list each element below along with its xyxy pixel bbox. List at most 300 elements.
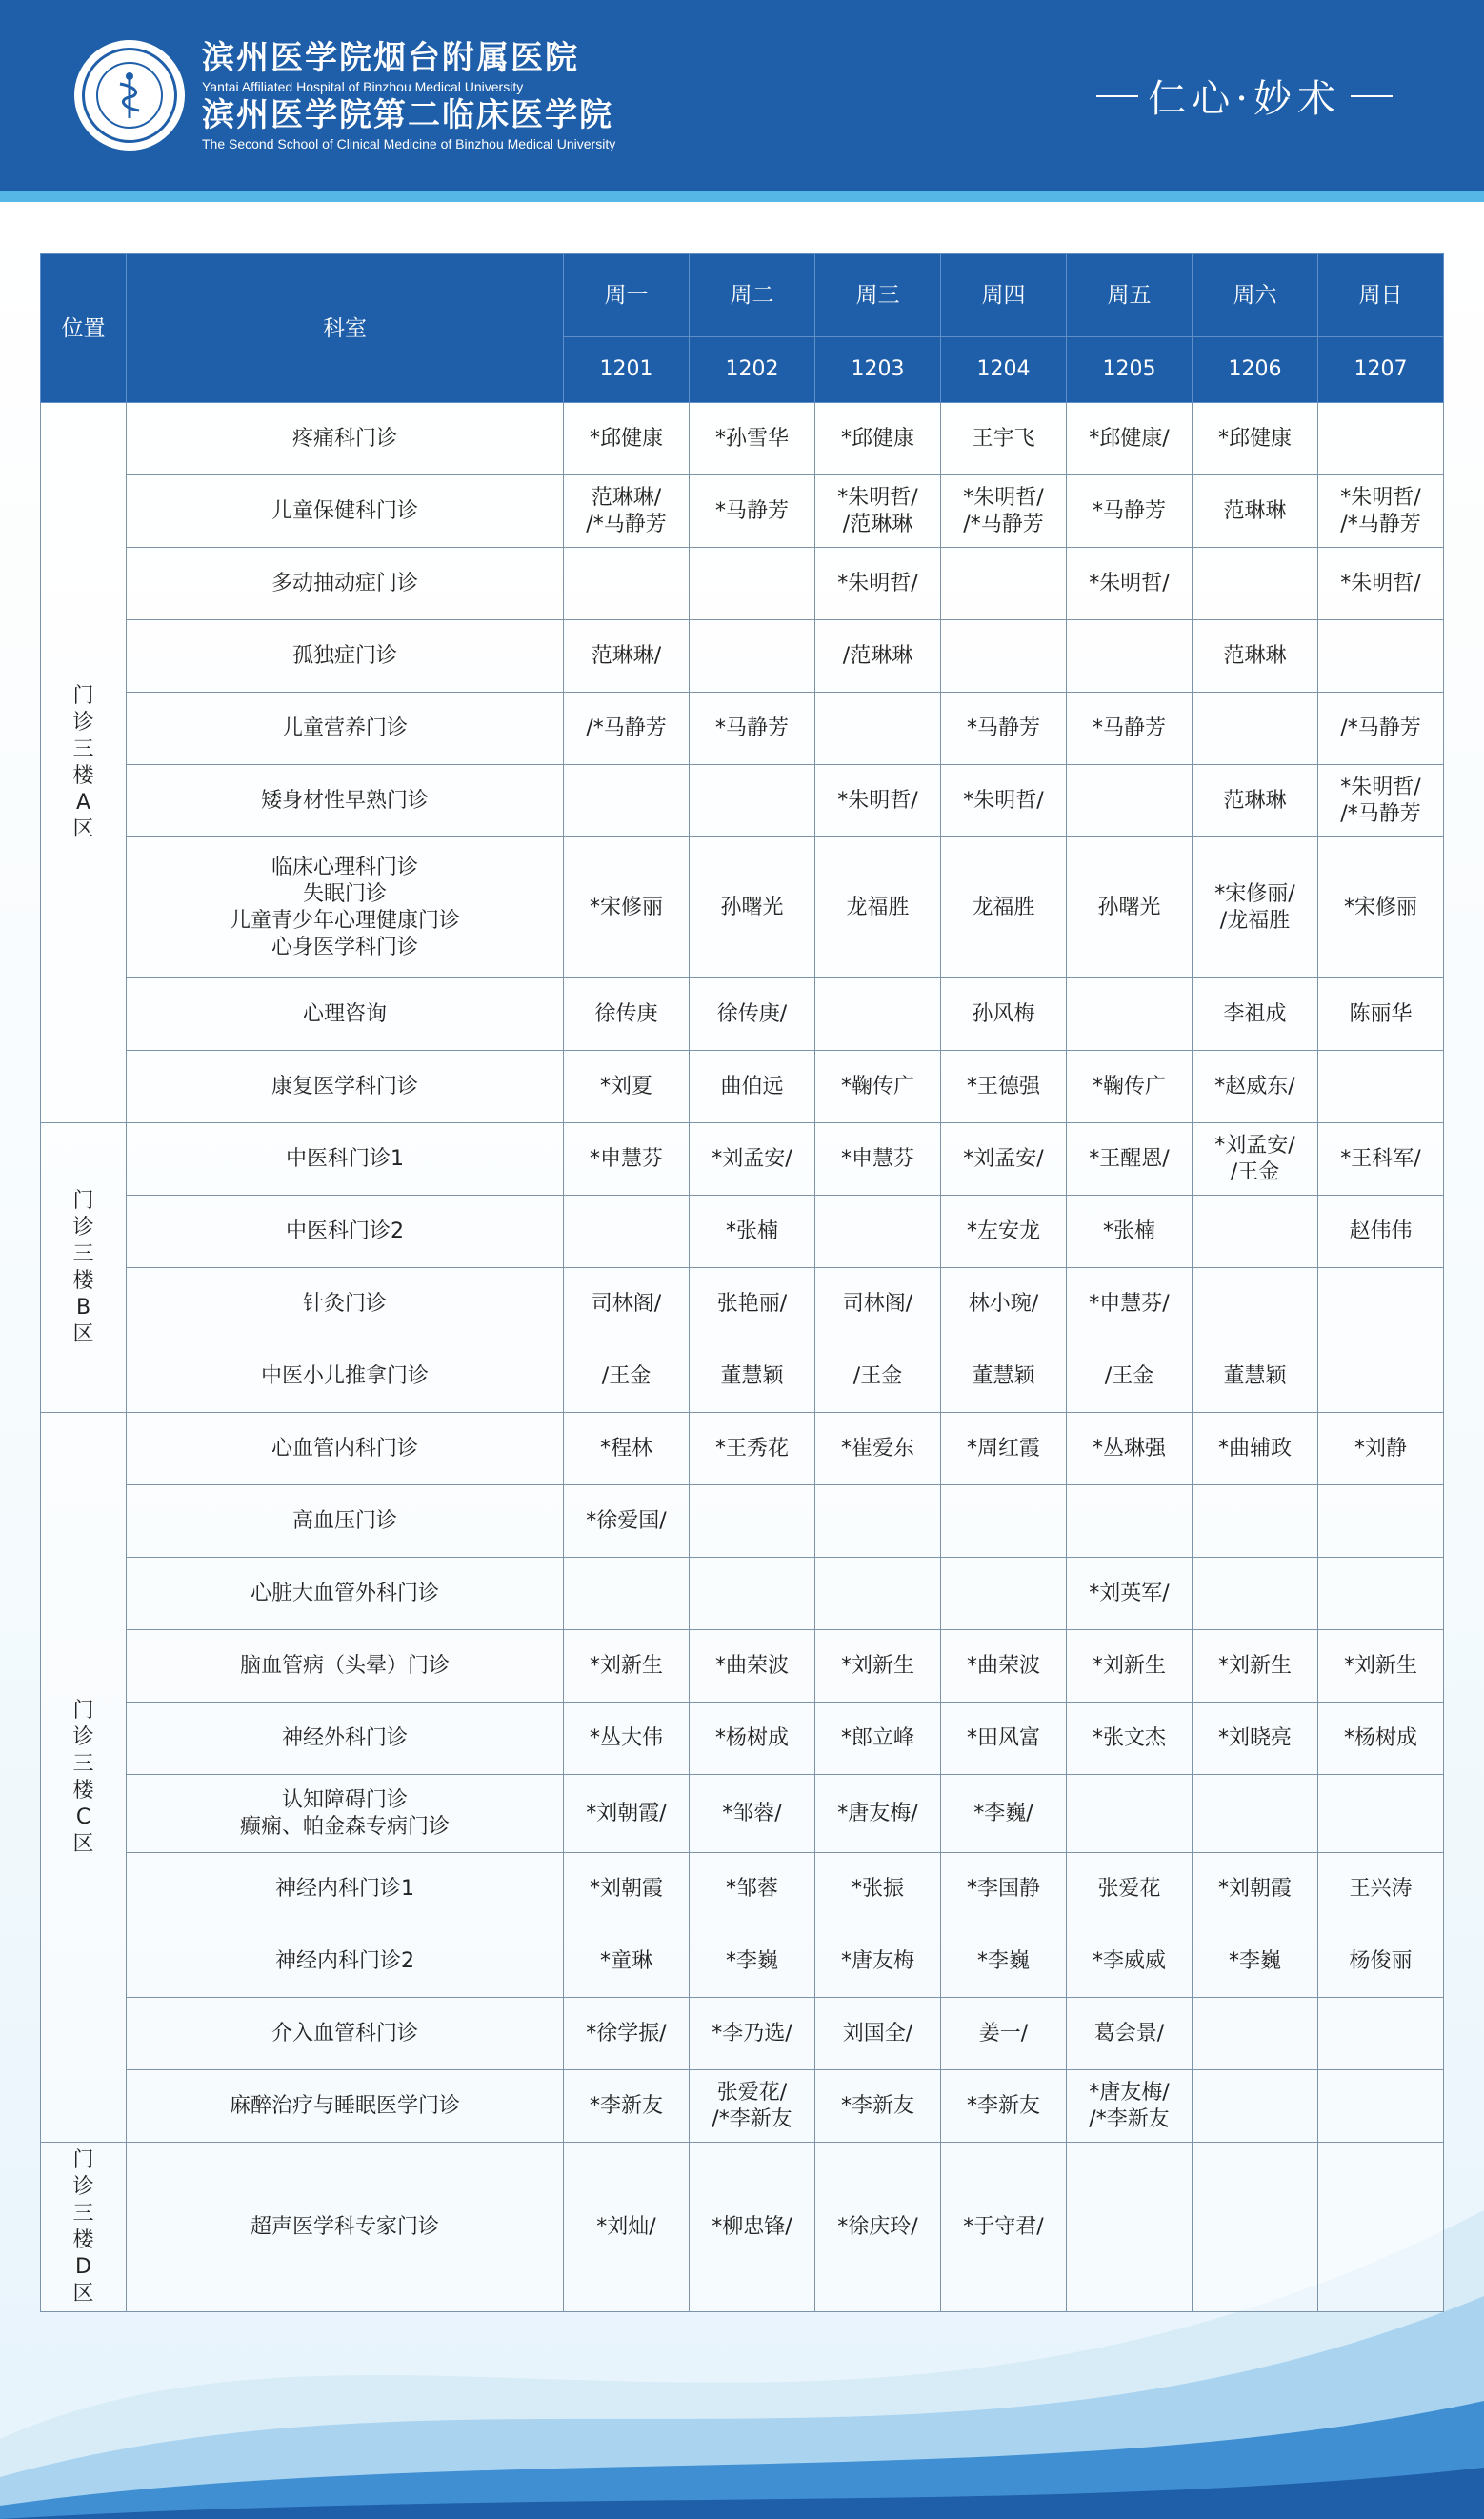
location-cell <box>41 1413 127 2143</box>
doctor-cell <box>1318 1196 1444 1268</box>
department-name: 癫痫、帕金森专病门诊 <box>239 1814 450 1839</box>
department-name: 心血管内科门诊 <box>271 1436 418 1461</box>
doctor-cell <box>815 1485 941 1558</box>
doctor-name: 曲伯远 <box>720 1074 784 1098</box>
doctor-cell <box>690 1485 815 1558</box>
header-room-fri: 1205 <box>1067 337 1193 403</box>
doctor-name: *刘晓亮 <box>1217 1725 1292 1750</box>
location-char: 三 <box>72 736 94 761</box>
doctor-cell <box>1067 620 1193 693</box>
doctor-cell <box>1318 475 1444 548</box>
department-cell <box>127 1485 564 1558</box>
doctor-cell <box>1193 1998 1318 2070</box>
doctor-cell <box>1193 765 1318 837</box>
slogan-text: 仁心·妙术 <box>1148 77 1341 121</box>
doctor-name: /*马静芳 <box>963 512 1044 536</box>
doctor-name: *王德强 <box>966 1074 1040 1098</box>
doctor-cell <box>1318 1853 1444 1925</box>
doctor-name: *邹蓉/ <box>722 1801 782 1825</box>
location-char: 楼 <box>72 2227 94 2252</box>
location-char: 门 <box>72 1698 94 1723</box>
slogan-dash-right <box>1351 95 1393 97</box>
doctor-name: 杨俊丽 <box>1349 1948 1413 1973</box>
doctor-cell <box>1193 1196 1318 1268</box>
doctor-name: 张爱花 <box>1097 1876 1161 1901</box>
doctor-cell <box>815 837 941 978</box>
header-day-thu: 周四 <box>941 254 1067 337</box>
table-row <box>41 1775 1444 1853</box>
doctor-name: *邹蓉 <box>725 1876 778 1901</box>
doctor-cell <box>1318 1630 1444 1703</box>
doctor-cell <box>815 1340 941 1413</box>
doctor-name: *李乃选/ <box>712 2021 792 2045</box>
doctor-cell <box>941 1268 1067 1340</box>
doctor-cell <box>1318 1485 1444 1558</box>
school-name-en: The Second School of Clinical Medicine of Binzhou Medical University <box>202 136 616 151</box>
department-cell <box>127 1340 564 1413</box>
department-name: 介入血管科门诊 <box>271 2021 418 2045</box>
doctor-name: /范琳琳 <box>842 643 913 668</box>
doctor-cell <box>564 1558 690 1630</box>
doctor-cell <box>690 693 815 765</box>
department-cell <box>127 1775 564 1853</box>
doctor-name: *刘朝霞 <box>1217 1876 1292 1901</box>
doctor-cell <box>941 1196 1067 1268</box>
doctor-cell <box>690 2070 815 2143</box>
doctor-name: 张爱花/ <box>716 2080 788 2105</box>
doctor-name: *马静芳 <box>966 715 1040 740</box>
doctor-name: 孙风梅 <box>972 1001 1035 1026</box>
doctor-cell <box>690 403 815 475</box>
doctor-cell <box>815 978 941 1051</box>
location-char: 楼 <box>72 1778 94 1803</box>
doctor-cell <box>1318 1051 1444 1123</box>
location-cell <box>41 2143 127 2312</box>
location-char: 区 <box>72 816 94 841</box>
doctor-name: *鞠传广 <box>840 1074 914 1098</box>
doctor-cell <box>815 1413 941 1485</box>
location-char: 区 <box>72 1831 94 1856</box>
doctor-name: *刘新生 <box>840 1653 914 1678</box>
doctor-cell <box>941 1051 1067 1123</box>
doctor-cell <box>1067 1123 1193 1196</box>
doctor-name: *李新友 <box>840 2093 914 2118</box>
doctor-name: 董慧颖 <box>1223 1363 1287 1388</box>
doctor-name: *朱明哲/ <box>963 788 1044 813</box>
location-char: 区 <box>72 1321 94 1346</box>
doctor-cell <box>815 620 941 693</box>
department-cell <box>127 2070 564 2143</box>
doctor-cell <box>564 2143 690 2312</box>
doctor-name: *刘灿/ <box>596 2214 656 2239</box>
doctor-cell <box>941 1123 1067 1196</box>
doctor-cell <box>1318 1925 1444 1998</box>
doctor-name: *李新友 <box>966 2093 1040 2118</box>
department-name: 高血压门诊 <box>291 1508 397 1533</box>
doctor-name: *唐友梅 <box>840 1948 914 1973</box>
header-day-sat: 周六 <box>1193 254 1318 337</box>
department-cell <box>127 693 564 765</box>
doctor-cell <box>690 1123 815 1196</box>
header-department: 科室 <box>127 254 564 403</box>
doctor-cell <box>1067 1998 1193 2070</box>
doctor-cell <box>1318 1413 1444 1485</box>
doctor-cell <box>815 403 941 475</box>
doctor-cell <box>1067 1775 1193 1853</box>
header-day-mon: 周一 <box>564 254 690 337</box>
doctor-name: *于守君/ <box>963 2214 1044 2239</box>
hospital-name-cn: 滨州医学院烟台附属医院 <box>202 39 579 77</box>
doctor-cell <box>815 1558 941 1630</box>
doctor-name: *刘朝霞/ <box>586 1801 667 1825</box>
doctor-cell <box>564 978 690 1051</box>
doctor-name: 张艳丽/ <box>716 1291 788 1316</box>
doctor-name: 范琳琳/ <box>591 643 662 668</box>
doctor-cell <box>815 1051 941 1123</box>
doctor-cell <box>1067 548 1193 620</box>
doctor-cell <box>815 1630 941 1703</box>
doctor-cell <box>1067 1925 1193 1998</box>
doctor-cell <box>1067 837 1193 978</box>
table-body <box>41 403 1444 2312</box>
table-header <box>41 254 1444 403</box>
doctor-cell <box>564 1196 690 1268</box>
doctor-name: *马静芳 <box>1092 715 1166 740</box>
doctor-name: *李巍 <box>725 1948 778 1973</box>
doctor-name: 孙曙光 <box>720 895 784 919</box>
doctor-name: *宋修丽/ <box>1214 881 1295 906</box>
doctor-name: *李威威 <box>1092 1948 1166 1973</box>
doctor-name: *周红霞 <box>966 1436 1040 1461</box>
doctor-cell <box>1067 1340 1193 1413</box>
department-cell <box>127 978 564 1051</box>
department-cell <box>127 1703 564 1775</box>
doctor-cell <box>1067 1703 1193 1775</box>
department-cell <box>127 2143 564 2312</box>
doctor-name: *邱健康 <box>840 426 914 451</box>
doctor-name: /王金 <box>1104 1363 1154 1388</box>
doctor-cell <box>1067 1630 1193 1703</box>
department-name: 孤独症门诊 <box>291 643 397 668</box>
location-cell <box>41 403 127 1123</box>
department-name: 中医小儿推拿门诊 <box>260 1363 429 1388</box>
table-row <box>41 1196 1444 1268</box>
doctor-name: *刘朝霞 <box>589 1876 663 1901</box>
doctor-name: *柳忠锋/ <box>712 2214 792 2239</box>
doctor-name: *崔爱东 <box>840 1436 914 1461</box>
doctor-name: *朱明哲/ <box>1340 775 1421 799</box>
doctor-name: *宋修丽 <box>1343 895 1417 919</box>
table-row <box>41 1703 1444 1775</box>
doctor-cell <box>690 1775 815 1853</box>
doctor-cell <box>815 1853 941 1925</box>
doctor-name: *杨树成 <box>714 1725 789 1750</box>
doctor-cell <box>1067 1268 1193 1340</box>
doctor-cell <box>690 475 815 548</box>
doctor-name: *刘孟安/ <box>1214 1133 1295 1158</box>
header-day-tue: 周二 <box>690 254 815 337</box>
doctor-name: /王金 <box>1230 1159 1280 1184</box>
clinic-schedule-table <box>40 253 1444 2312</box>
department-name: 疼痛科门诊 <box>291 426 397 451</box>
doctor-name: 范琳琳 <box>1223 643 1287 668</box>
location-char: 门 <box>72 2147 94 2172</box>
doctor-cell <box>564 475 690 548</box>
doctor-name: 孙曙光 <box>1097 895 1161 919</box>
doctor-name: *徐爱国/ <box>586 1508 667 1533</box>
table-row <box>41 1413 1444 1485</box>
doctor-cell <box>1193 475 1318 548</box>
table-row <box>41 1853 1444 1925</box>
doctor-cell <box>1067 1558 1193 1630</box>
doctor-name: /王金 <box>852 1363 903 1388</box>
doctor-name: *刘新生 <box>1092 1653 1166 1678</box>
table-row <box>41 1268 1444 1340</box>
doctor-name: *朱明哲/ <box>837 485 918 510</box>
table-row <box>41 978 1444 1051</box>
header-day-fri: 周五 <box>1067 254 1193 337</box>
doctor-cell <box>1318 1340 1444 1413</box>
doctor-cell <box>1193 2070 1318 2143</box>
table-row <box>41 2143 1444 2312</box>
doctor-cell <box>564 1775 690 1853</box>
doctor-name: *张楠 <box>1102 1219 1155 1243</box>
doctor-cell <box>1067 1196 1193 1268</box>
doctor-name: /王金 <box>601 1363 652 1388</box>
doctor-cell <box>815 693 941 765</box>
doctor-cell <box>564 1925 690 1998</box>
doctor-cell <box>690 1268 815 1340</box>
department-name: 多动抽动症门诊 <box>271 571 418 595</box>
doctor-name: *郎立峰 <box>840 1725 914 1750</box>
doctor-name: *田风富 <box>966 1725 1040 1750</box>
department-cell <box>127 620 564 693</box>
doctor-cell <box>1193 1340 1318 1413</box>
table-row <box>41 620 1444 693</box>
header-banner <box>0 0 1484 191</box>
doctor-cell <box>941 978 1067 1051</box>
department-cell <box>127 1268 564 1340</box>
doctor-name: /*李新友 <box>712 2106 792 2131</box>
doctor-cell <box>941 475 1067 548</box>
doctor-cell <box>941 1853 1067 1925</box>
doctor-name: *丛大伟 <box>589 1725 663 1750</box>
doctor-cell <box>690 765 815 837</box>
department-cell <box>127 1853 564 1925</box>
doctor-cell <box>941 403 1067 475</box>
doctor-cell <box>941 548 1067 620</box>
doctor-cell <box>941 1775 1067 1853</box>
doctor-cell <box>941 1703 1067 1775</box>
header-room-mon: 1201 <box>564 337 690 403</box>
doctor-cell <box>1193 2143 1318 2312</box>
doctor-cell <box>564 837 690 978</box>
doctor-name: *申慧芬 <box>840 1146 914 1171</box>
location-char: 楼 <box>72 1268 94 1293</box>
doctor-cell <box>690 978 815 1051</box>
doctor-name: *邱健康 <box>1217 426 1292 451</box>
doctor-name: *唐友梅/ <box>1089 2080 1170 2105</box>
doctor-cell <box>1193 1413 1318 1485</box>
location-char: 门 <box>72 1188 94 1213</box>
doctor-cell <box>941 1340 1067 1413</box>
doctor-cell <box>941 2143 1067 2312</box>
doctor-cell <box>1318 693 1444 765</box>
hospital-name-en: Yantai Affiliated Hospital of Binzhou Medical University <box>202 79 524 94</box>
doctor-cell <box>564 1630 690 1703</box>
doctor-name: *李巍 <box>1228 1948 1281 1973</box>
hospital-logo <box>74 40 185 151</box>
doctor-cell <box>1193 1485 1318 1558</box>
table-row <box>41 837 1444 978</box>
doctor-cell <box>1318 1123 1444 1196</box>
doctor-cell <box>564 1853 690 1925</box>
header-room-sun: 1207 <box>1318 337 1444 403</box>
doctor-cell <box>1193 837 1318 978</box>
doctor-name: *刘新生 <box>589 1653 663 1678</box>
doctor-cell <box>941 2070 1067 2143</box>
doctor-name: *张振 <box>851 1876 904 1901</box>
doctor-name: /龙福胜 <box>1219 908 1291 933</box>
doctor-cell <box>1193 1268 1318 1340</box>
department-cell <box>127 1630 564 1703</box>
table-row <box>41 548 1444 620</box>
doctor-cell <box>941 837 1067 978</box>
table-row <box>41 475 1444 548</box>
doctor-cell <box>1193 1703 1318 1775</box>
doctor-cell <box>815 2143 941 2312</box>
location-char: D <box>75 2254 91 2279</box>
doctor-cell <box>690 1853 815 1925</box>
doctor-name: 徐传庚 <box>594 1001 658 1026</box>
doctor-cell <box>1193 978 1318 1051</box>
doctor-name: /*马静芳 <box>1340 512 1421 536</box>
department-name: 中医科门诊2 <box>286 1219 404 1243</box>
table-row <box>41 1340 1444 1413</box>
slogan-dash-left <box>1096 95 1138 97</box>
doctor-cell <box>815 1998 941 2070</box>
department-name: 中医科门诊1 <box>286 1146 404 1171</box>
doctor-cell <box>1318 837 1444 978</box>
doctor-cell <box>1067 1413 1193 1485</box>
doctor-cell <box>564 1485 690 1558</box>
logo-emblem <box>96 62 163 129</box>
doctor-name: *唐友梅/ <box>837 1801 918 1825</box>
doctor-name: 葛会景/ <box>1093 2021 1165 2045</box>
header-day-sun: 周日 <box>1318 254 1444 337</box>
doctor-cell <box>690 1925 815 1998</box>
header-room-wed: 1203 <box>815 337 941 403</box>
doctor-name: *李新友 <box>589 2093 663 2118</box>
department-name: 心身医学科门诊 <box>271 935 418 959</box>
doctor-name: *申慧芬/ <box>1089 1291 1170 1316</box>
department-cell <box>127 1558 564 1630</box>
doctor-name: 董慧颖 <box>720 1363 784 1388</box>
doctor-name: *朱明哲/ <box>837 788 918 813</box>
doctor-name: /*马静芳 <box>586 512 667 536</box>
header-room-sat: 1206 <box>1193 337 1318 403</box>
location-char: 诊 <box>72 1215 94 1239</box>
department-name: 儿童青少年心理健康门诊 <box>229 908 460 933</box>
doctor-name: /*马静芳 <box>1340 715 1421 740</box>
caduceus-icon <box>110 71 149 120</box>
doctor-name: *曲荣波 <box>714 1653 789 1678</box>
header-stripe <box>0 191 1484 202</box>
doctor-name: 王兴涛 <box>1349 1876 1413 1901</box>
department-name: 神经内科门诊1 <box>275 1876 414 1901</box>
header-room-tue: 1202 <box>690 337 815 403</box>
doctor-cell <box>1318 548 1444 620</box>
department-name: 神经内科门诊2 <box>275 1948 414 1973</box>
location-char: 门 <box>72 683 94 708</box>
doctor-cell <box>1318 978 1444 1051</box>
table-row <box>41 1630 1444 1703</box>
department-cell <box>127 765 564 837</box>
doctor-cell <box>564 2070 690 2143</box>
doctor-cell <box>1067 765 1193 837</box>
doctor-cell <box>815 1775 941 1853</box>
doctor-cell <box>1067 693 1193 765</box>
department-cell <box>127 403 564 475</box>
doctor-cell <box>564 1413 690 1485</box>
doctor-name: 范琳琳/ <box>591 485 662 510</box>
doctor-cell <box>1067 1485 1193 1558</box>
doctor-name: *朱明哲/ <box>963 485 1044 510</box>
doctor-cell <box>1193 1853 1318 1925</box>
department-cell <box>127 1196 564 1268</box>
table-row <box>41 1925 1444 1998</box>
doctor-cell <box>941 1998 1067 2070</box>
slogan <box>1087 69 1402 123</box>
doctor-name: *李巍 <box>976 1948 1030 1973</box>
doctor-name: 刘国全/ <box>842 2021 913 2045</box>
table-row <box>41 765 1444 837</box>
location-char: C <box>75 1804 91 1829</box>
doctor-name: /范琳琳 <box>842 512 913 536</box>
doctor-name: /*马静芳 <box>586 715 667 740</box>
doctor-cell <box>564 1123 690 1196</box>
doctor-name: *张文杰 <box>1092 1725 1166 1750</box>
doctor-name: 龙福胜 <box>972 895 1035 919</box>
doctor-cell <box>941 765 1067 837</box>
doctor-name: /*马静芳 <box>1340 801 1421 826</box>
doctor-name: *马静芳 <box>714 715 789 740</box>
doctor-name: *曲荣波 <box>966 1653 1040 1678</box>
department-cell <box>127 1925 564 1998</box>
doctor-name: *宋修丽 <box>589 895 663 919</box>
department-cell <box>127 475 564 548</box>
department-name: 儿童保健科门诊 <box>271 498 418 523</box>
doctor-cell <box>1193 620 1318 693</box>
department-name: 麻醉治疗与睡眠医学门诊 <box>229 2093 460 2118</box>
doctor-cell <box>1193 1051 1318 1123</box>
doctor-cell <box>815 1925 941 1998</box>
doctor-name: 姜一/ <box>978 2021 1029 2045</box>
doctor-name: *徐学振/ <box>586 2021 667 2045</box>
doctor-cell <box>690 548 815 620</box>
doctor-name: *丛琳强 <box>1092 1436 1166 1461</box>
department-name: 儿童营养门诊 <box>281 715 408 740</box>
doctor-cell <box>1193 1558 1318 1630</box>
doctor-name: 范琳琳 <box>1223 788 1287 813</box>
doctor-cell <box>941 620 1067 693</box>
doctor-cell <box>690 1340 815 1413</box>
doctor-cell <box>1067 1853 1193 1925</box>
doctor-cell <box>690 837 815 978</box>
doctor-cell <box>1067 1051 1193 1123</box>
doctor-name: 龙福胜 <box>846 895 910 919</box>
doctor-cell <box>564 693 690 765</box>
